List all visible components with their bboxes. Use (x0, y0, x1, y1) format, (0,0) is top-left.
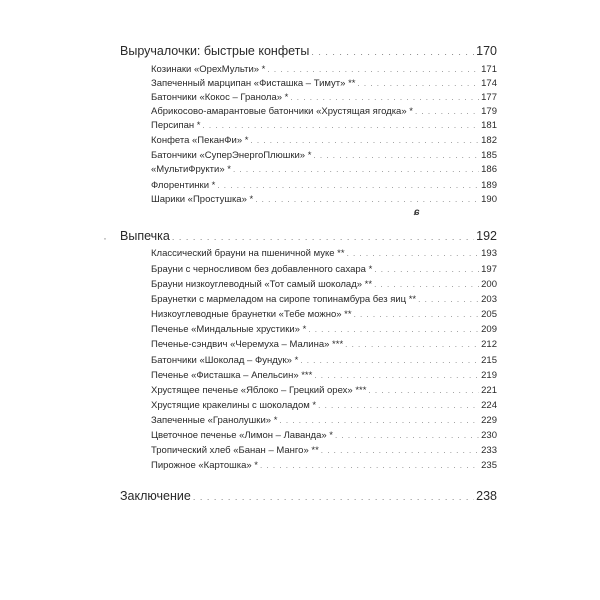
section-title: Выпечка (120, 229, 170, 243)
item-title: Батончики «СуперЭнергоПлюшки» * (151, 150, 312, 161)
toc-item[interactable] (151, 78, 497, 89)
dot-leader (233, 165, 479, 174)
toc-item[interactable] (151, 339, 497, 350)
page-number: 186 (481, 164, 497, 175)
dot-leader (354, 310, 480, 319)
toc-item[interactable] (151, 309, 497, 320)
item-title: Батончики «Шоколад – Фундук» * (151, 355, 299, 366)
item-title: Козинаки «ОрехМульти» * (151, 64, 266, 75)
toc-item[interactable] (151, 120, 497, 131)
item-title: Батончики «Кокос – Гранола» * (151, 92, 289, 103)
dot-leader (321, 446, 479, 455)
page-number: 235 (481, 460, 497, 471)
dot-leader (267, 65, 479, 74)
dot-leader (311, 47, 474, 57)
item-title: Персипан * (151, 120, 201, 131)
dot-leader (217, 181, 479, 190)
dot-leader (172, 232, 474, 242)
toc-section-conclusion[interactable] (120, 489, 497, 503)
page-number: 193 (481, 248, 497, 259)
page-number: 233 (481, 445, 497, 456)
dot-leader (202, 121, 479, 130)
page-number: 185 (481, 150, 497, 161)
dot-leader (357, 79, 479, 88)
page-number: 215 (481, 355, 497, 366)
toc-item[interactable] (151, 279, 497, 290)
page-number: 200 (481, 279, 497, 290)
dot-leader (345, 340, 479, 349)
page-number: 192 (476, 229, 497, 243)
toc-item[interactable] (151, 135, 497, 146)
page-number: 182 (481, 135, 497, 146)
item-title: Низкоуглеводные браунетки «Тебе можно» ** (151, 309, 352, 320)
dot-leader (300, 356, 479, 365)
dot-leader (290, 93, 479, 102)
dot-leader (313, 151, 479, 160)
toc-item[interactable] (151, 370, 497, 381)
toc-section-quick-candies[interactable] (120, 44, 497, 58)
page-number: 238 (476, 489, 497, 503)
page-number: 170 (476, 44, 497, 58)
dot-leader (335, 431, 479, 440)
item-title: Абрикосово-амарантовые батончики «Хрустящая ягодка» * (151, 106, 413, 117)
toc-item[interactable] (151, 355, 497, 366)
item-title: Брауни с черносливом без добавленного сахара * (151, 264, 373, 275)
toc-item[interactable] (151, 445, 497, 456)
section-title: Выручалочки: быстрые конфеты (120, 44, 310, 58)
toc-item[interactable] (151, 415, 497, 426)
page-number: 197 (481, 264, 497, 275)
toc-item[interactable] (151, 164, 497, 175)
dot-leader (255, 195, 479, 204)
page-number: 230 (481, 430, 497, 441)
item-title: «МультиФрукти» * (151, 164, 231, 175)
dot-leader (415, 107, 479, 116)
dot-leader (260, 461, 479, 470)
toc-item[interactable] (151, 264, 497, 275)
item-title: Конфета «ПеканФи» * (151, 135, 249, 146)
item-title: Брауни низкоуглеводный «Тот самый шоколад» ** (151, 279, 373, 290)
item-title: Браунетки с мармеладом на сиропе топинамбура без яиц ** (151, 294, 417, 305)
item-title: Хрустящее печенье «Яблоко – Грецкий орех» *** (151, 385, 367, 396)
page-number: 203 (481, 294, 497, 305)
item-title: Цветочное печенье «Лимон – Лаванда» * (151, 430, 334, 441)
item-title: Пирожное «Картошка» * (151, 460, 258, 471)
section-title: Заключение (120, 489, 191, 503)
toc-item[interactable] (151, 180, 497, 191)
page-number: 224 (481, 400, 497, 411)
page-number: 179 (481, 106, 497, 117)
dot-leader (374, 265, 479, 274)
page-number: 205 (481, 309, 497, 320)
page-number: 212 (481, 339, 497, 350)
dot-leader (193, 492, 474, 502)
dot-leader (314, 371, 479, 380)
page-number: 221 (481, 385, 497, 396)
toc-section-baking[interactable] (120, 229, 497, 243)
item-title: Шарики «Простушка» * (151, 194, 254, 205)
dot-leader (279, 416, 479, 425)
toc-item[interactable] (151, 150, 497, 161)
dot-leader (368, 386, 479, 395)
page-number: 190 (481, 194, 497, 205)
dot-leader (308, 325, 479, 334)
item-title: Классический брауни на пшеничной муке ** (151, 248, 345, 259)
dot-leader (418, 295, 479, 304)
toc-item[interactable] (151, 385, 497, 396)
dot-leader (318, 401, 479, 410)
toc-item[interactable] (151, 64, 497, 75)
toc-item[interactable] (151, 430, 497, 441)
item-title: Запеченные «Гранолушки» * (151, 415, 278, 426)
toc-item[interactable] (151, 400, 497, 411)
item-title: Печенье «Миндальные хрустики» * (151, 324, 307, 335)
page-number: 177 (481, 92, 497, 103)
item-title: Хрустящие кракелины с шоколадом * (151, 400, 317, 411)
item-title: Печенье «Фисташка – Апельсин» *** (151, 370, 313, 381)
toc-item[interactable] (151, 194, 497, 205)
item-title: Запеченный марципан «Фисташка – Тимут» ** (151, 78, 356, 89)
section-bullet: · (103, 231, 107, 245)
item-title: Флорентинки * (151, 180, 216, 191)
toc-item[interactable] (151, 294, 497, 305)
dot-leader (347, 249, 480, 258)
toc-item[interactable] (151, 324, 497, 335)
page-number: 229 (481, 415, 497, 426)
toc-item[interactable] (151, 106, 497, 117)
page-number: 174 (481, 78, 497, 89)
page-number: 181 (481, 120, 497, 131)
toc-item[interactable] (151, 248, 497, 259)
page-number: 219 (481, 370, 497, 381)
page-number: 171 (481, 64, 497, 75)
page-number: 209 (481, 324, 497, 335)
item-title: Тропический хлеб «Банан – Манго» ** (151, 445, 319, 456)
toc-item[interactable] (151, 460, 497, 471)
item-title: Печенье-сэндвич «Черемуха – Малина» *** (151, 339, 344, 350)
toc-item[interactable] (151, 92, 497, 103)
scan-mark: ɕ (414, 207, 420, 218)
dot-leader (250, 136, 479, 145)
page-number: 189 (481, 180, 497, 191)
dot-leader (374, 280, 479, 289)
